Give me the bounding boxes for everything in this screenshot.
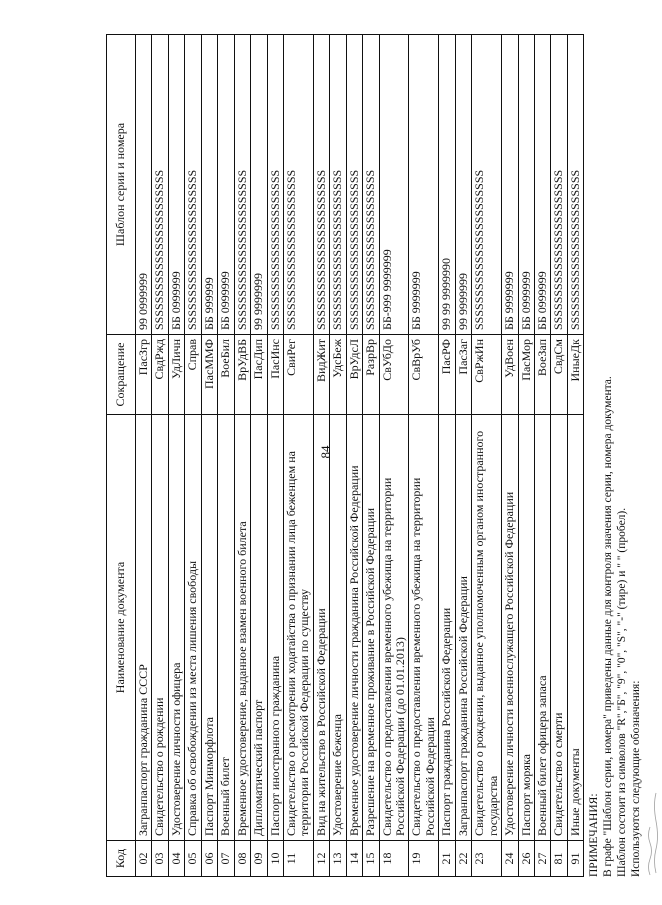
document-code: 02 — [136, 841, 152, 877]
document-name: Вид на жительство в Российской Федерации — [313, 415, 329, 841]
page-number: 84 — [318, 445, 333, 459]
document-code: 24 — [502, 841, 518, 877]
document-abbreviation: ИныеДк — [567, 335, 583, 415]
series-number-template: ББ 9999999 — [409, 35, 439, 335]
document-name: Свидетельство о предоставлении временного убежища на территории Российской Федерации (до 01.01.2013) — [379, 415, 409, 841]
document-abbreviation: ВоеБил — [218, 335, 234, 415]
table-row — [534, 35, 550, 877]
document-code: 27 — [534, 841, 550, 877]
document-code: 12 — [313, 841, 329, 877]
table-row — [201, 35, 217, 877]
table-row — [472, 35, 502, 877]
document-abbreviation: ВидЖит — [313, 335, 329, 415]
document-code: 06 — [201, 841, 217, 877]
notes-line: В графе "Шаблон серии, номера" приведены данные для контроля значения серии, номера документа. — [602, 376, 615, 877]
notes-line: Используются следующие обозначения: — [629, 680, 642, 877]
document-abbreviation: СвРжИн — [472, 335, 502, 415]
series-number-template: ББ 0999999 — [518, 35, 534, 335]
document-abbreviation: ПасИнс — [267, 335, 283, 415]
table-row — [551, 35, 567, 877]
document-abbreviation: ПасЗгр — [136, 335, 152, 415]
series-number-template: ББ 0999999 — [218, 35, 234, 335]
table-row — [363, 35, 379, 877]
header-document-name: Наименование документа — [107, 415, 136, 841]
table-row — [502, 35, 518, 877]
document-abbreviation: СвУбДо — [379, 335, 409, 415]
document-name: Иные документы — [567, 415, 583, 841]
table-row — [185, 35, 201, 877]
document-name: Загранпаспорт гражданина Российской Федерации — [455, 415, 471, 841]
series-number-template: SSSSSSSSSSSSSSSSSSSSSSSS — [283, 35, 313, 335]
table-row — [439, 35, 455, 877]
document-code: 05 — [185, 841, 201, 877]
series-number-template: SSSSSSSSSSSSSSSSSSSSSSSS — [551, 35, 567, 335]
table-row — [168, 35, 184, 877]
document-name: Удостоверение личности офицера — [168, 415, 184, 841]
header-code: Код — [107, 841, 136, 877]
document-abbreviation: СвдРжд — [152, 335, 168, 415]
document-abbreviation: СвдСм — [551, 335, 567, 415]
document-code: 08 — [234, 841, 250, 877]
table-row — [267, 35, 283, 877]
document-abbreviation: СвиРег — [283, 335, 313, 415]
document-name: Разрешение на временное проживание в Российской Федерации — [363, 415, 379, 841]
document-code: 10 — [267, 841, 283, 877]
document-abbreviation: ПасДип — [251, 335, 267, 415]
table-row — [330, 35, 346, 877]
series-number-template: 99 9999999 — [455, 35, 471, 335]
series-number-template: SSSSSSSSSSSSSSSSSSSSSSSS — [313, 35, 329, 335]
table-row — [218, 35, 234, 877]
header-series-number-template: Шаблон серии и номера — [107, 35, 136, 335]
document-code: 03 — [152, 841, 168, 877]
document-name: Временное удостоверение личности гражданина Российской Федерации — [346, 415, 362, 841]
document-abbreviation: ВрУдВБ — [234, 335, 250, 415]
table-row — [152, 35, 168, 877]
notes-heading: ПРИМЕЧАНИЯ: — [588, 793, 601, 877]
table-row — [313, 35, 329, 877]
series-number-template: ББ 9999999 — [502, 35, 518, 335]
table-row — [136, 35, 152, 877]
document-code: 23 — [472, 841, 502, 877]
table-row — [283, 35, 313, 877]
document-abbreviation: ВоеЗап — [534, 335, 550, 415]
series-number-template: 99 9999999 — [251, 35, 267, 335]
table-row — [251, 35, 267, 877]
series-number-template: ББ 999999 — [201, 35, 217, 335]
series-number-template: SSSSSSSSSSSSSSSSSSSSSSSS — [567, 35, 583, 335]
document-name: Временное удостоверение, выданное взамен военного билета — [234, 415, 250, 841]
series-number-template: SSSSSSSSSSSSSSSSSSSSSSSS — [363, 35, 379, 335]
table-row — [518, 35, 534, 877]
series-number-template: SSSSSSSSSSSSSSSSSSSSSSSS — [267, 35, 283, 335]
document-name: Справка об освобождении из места лишения свободы — [185, 415, 201, 841]
document-name: Паспорт моряка — [518, 415, 534, 841]
document-name: Паспорт гражданина Российской Федерации — [439, 415, 455, 841]
document-code: 04 — [168, 841, 184, 877]
notes-line: Шаблон состоит из символов "R","Б", "9", "0", "S", "-" (тире) и " " (пробел). — [615, 507, 628, 877]
document-codes-table — [106, 34, 584, 877]
document-code: 19 — [409, 841, 439, 877]
series-number-template: SSSSSSSSSSSSSSSSSSSSSSSS — [234, 35, 250, 335]
document-code: 21 — [439, 841, 455, 877]
document-code: 11 — [283, 841, 313, 877]
series-number-template: SSSSSSSSSSSSSSSSSSSSSSSS — [472, 35, 502, 335]
document-abbreviation: ПасМор — [518, 335, 534, 415]
document-abbreviation: ВрУдсЛ — [346, 335, 362, 415]
document-name: Свидетельство о рождении — [152, 415, 168, 841]
table-row — [234, 35, 250, 877]
document-abbreviation: УдЛичн — [168, 335, 184, 415]
document-code: 91 — [567, 841, 583, 877]
document-name: Удостоверение личности военнослужащего Российской Федерации — [502, 415, 518, 841]
header-abbreviation: Сокращение — [107, 335, 136, 415]
rotated-page-content — [106, 35, 642, 877]
series-number-template: SSSSSSSSSSSSSSSSSSSSSSSS — [330, 35, 346, 335]
series-number-template: SSSSSSSSSSSSSSSSSSSSSSSS — [152, 35, 168, 335]
table-row — [346, 35, 362, 877]
document-name: Дипломатический паспорт — [251, 415, 267, 841]
series-number-template: ББ 0999999 — [168, 35, 184, 335]
series-number-template: SSSSSSSSSSSSSSSSSSSSSSSS — [346, 35, 362, 335]
document-abbreviation: РазрВр — [363, 335, 379, 415]
document-code: 26 — [518, 841, 534, 877]
document-code: 81 — [551, 841, 567, 877]
series-number-template: 99 99 9999990 — [439, 35, 455, 335]
document-name: Удостоверение беженца — [330, 415, 346, 841]
document-code: 22 — [455, 841, 471, 877]
document-abbreviation: Справ — [185, 335, 201, 415]
document-abbreviation: ПасРФ — [439, 335, 455, 415]
document-code: 13 — [330, 841, 346, 877]
document-code: 09 — [251, 841, 267, 877]
document-name: Военный билет офицера запаса — [534, 415, 550, 841]
table-row — [455, 35, 471, 877]
document-name: Загранпаспорт гражданина СССР — [136, 415, 152, 841]
document-name: Паспорт Минморфлота — [201, 415, 217, 841]
document-code: 18 — [379, 841, 409, 877]
document-abbreviation: УдВоен — [502, 335, 518, 415]
notes-section — [588, 35, 662, 877]
table-row — [379, 35, 409, 877]
document-name: Свидетельство о смерти — [551, 415, 567, 841]
document-name: Паспорт иностранного гражданина — [267, 415, 283, 841]
document-name: Военный билет — [218, 415, 234, 841]
series-number-template: ББ-999 9999999 — [379, 35, 409, 335]
document-abbreviation: ПасЗаг — [455, 335, 471, 415]
series-number-template: ББ 0999999 — [534, 35, 550, 335]
document-code: 15 — [363, 841, 379, 877]
document-name: Свидетельство о рождении, выданное уполномоченным органом иностранного государства — [472, 415, 502, 841]
table-header-row — [107, 35, 136, 877]
document-name: Свидетельство о предоставлении временного убежища на территории Российской Федерации — [409, 415, 439, 841]
document-name: Свидетельство о рассмотрении ходатайства о признании лица беженцем на территории Российской Федерации по существу — [283, 415, 313, 841]
document-abbreviation: УдсБеж — [330, 335, 346, 415]
series-number-template: SSSSSSSSSSSSSSSSSSSSSSSS — [185, 35, 201, 335]
table-row — [409, 35, 439, 877]
document-code: 07 — [218, 841, 234, 877]
table-row — [567, 35, 583, 877]
document-abbreviation: СвВрУб — [409, 335, 439, 415]
document-code: 14 — [346, 841, 362, 877]
document-registration-stamp-image — [645, 35, 662, 877]
series-number-template: 99 0999999 — [136, 35, 152, 335]
document-abbreviation: ПасММФ — [201, 335, 217, 415]
table-body — [136, 35, 584, 877]
